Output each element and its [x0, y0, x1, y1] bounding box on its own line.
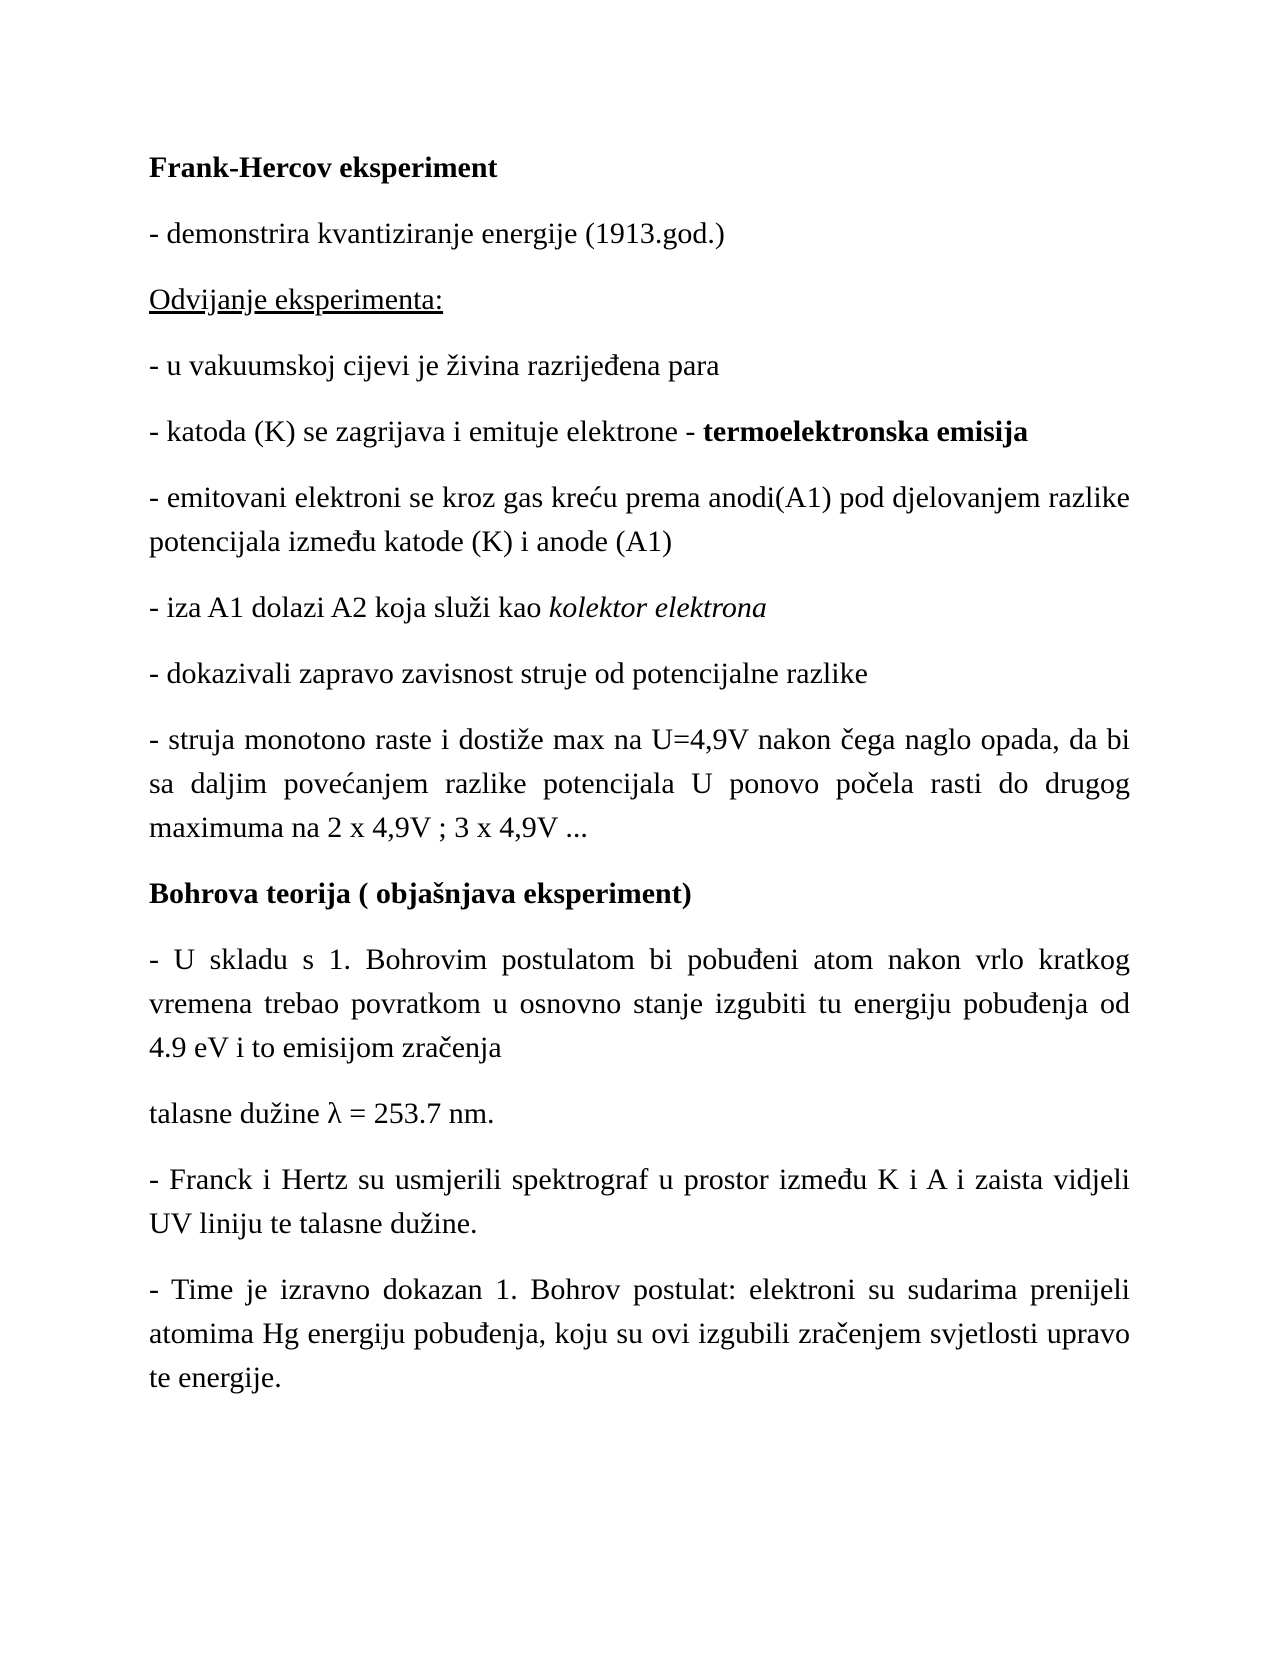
- document-body: [149, 146, 1130, 1422]
- paragraph-7: - U skladu s 1. Bohrovim postulatom bi pobuđeni atom nakon vrlo kratkog vremena trebao povratkom u osnovno stanje izgubiti tu energiju pobuđenja od 4.9 eV i to emisijom zračenja: [149, 943, 1130, 1064]
- paragraph-9: - Franck i Hertz su usmjerili spektrograf u prostor između K i A i zaista vidjeli UV liniju te talasne dužine.: [149, 1163, 1130, 1240]
- paragraph-4-italic-term: kolektor elektrona: [548, 591, 767, 624]
- section-label: Odvijanje eksperimenta:: [149, 283, 444, 316]
- paragraph-4: [149, 586, 1130, 630]
- intro-line: - demonstrira kvantiziranje energije (1913.god.): [149, 217, 725, 250]
- page-title: Frank-Hercov eksperiment: [149, 151, 498, 184]
- paragraph-2-text: - katoda (K) se zagrijava i emituje elektrone -: [149, 415, 703, 448]
- paragraph-2: [149, 410, 1130, 454]
- paragraph-1: - u vakuumskoj cijevi je živina razrijeđena para: [149, 349, 720, 382]
- paragraph-8: talasne dužine λ = 253.7 nm.: [149, 1097, 495, 1130]
- paragraph-4-text: - iza A1 dolazi A2 koja služi kao: [149, 591, 549, 624]
- section-heading-bohr: Bohrova teorija ( objašnjava eksperiment): [149, 877, 692, 910]
- paragraph-5: - dokazivali zapravo zavisnost struje od potencijalne razlike: [149, 657, 868, 690]
- paragraph-6: - struja monotono raste i dostiže max na U=4,9V nakon čega naglo opada, da bi sa daljim povećanjem razlike potencijala U ponovo počela rasti do drugog maximuma na 2 x 4,9V ; 3 x 4,9V ...: [149, 723, 1130, 844]
- paragraph-10: - Time je izravno dokazan 1. Bohrov postulat: elektroni su sudarima prenijeli atomima Hg energiju pobuđenja, koju su ovi izgubili zračenjem svjetlosti upravo te energije.: [149, 1273, 1130, 1394]
- paragraph-3: - emitovani elektroni se kroz gas kreću prema anodi(A1) pod djelovanjem razlike potencijala između katode (K) i anode (A1): [149, 481, 1130, 558]
- paragraph-2-bold-term: termoelektronska emisija: [702, 415, 1029, 448]
